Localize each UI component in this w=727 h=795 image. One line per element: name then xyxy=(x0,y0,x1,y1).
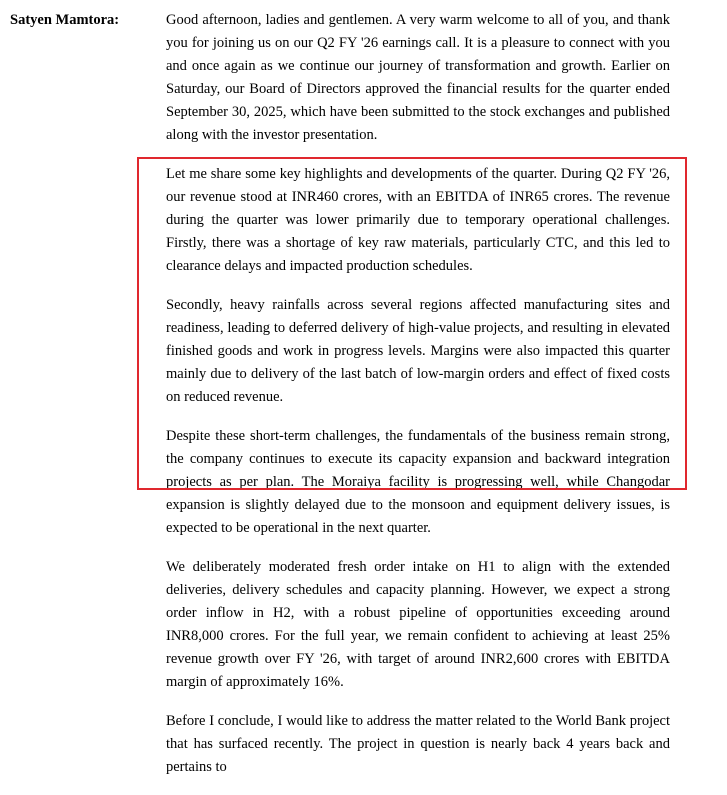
speaker-name: Satyen Mamtora: xyxy=(10,12,120,28)
paragraph-highlights: Let me share some key highlights and developments of the quarter. During Q2 FY '26, our revenue stood at INR460 crores, with an EBITDA of INR65 crores. The revenue during the quarter was lower primarily due to temporary operational challenges. Firstly, there was a shortage of key raw materials, particularly CTC, and this led to clearance delays and impacted production schedules. xyxy=(166,166,670,274)
paragraph-world-bank: Before I conclude, I would like to address the matter related to the World Bank project that has surfaced recently. The project in question is nearly back 4 years back and pertains to xyxy=(166,713,670,775)
paragraph-order-intake: We deliberately moderated fresh order intake on H1 to align with the extended deliveries, delivery schedules and capacity planning. However, we expect a strong order inflow in H2, with a robust pipeline of opportunities exceeding around INR8,000 crores. For the full year, we remain confident to achieving at least 25% revenue growth over FY '26, with target of around INR2,600 crores with EBITDA margin of approximately 16%. xyxy=(166,559,670,690)
paragraph-fundamentals: Despite these short-term challenges, the fundamentals of the business remain strong, the company continues to execute its capacity expansion and backward integration projects as per plan. The Moraiya facility is progressing well, while Changodar expansion is slightly delayed due to the monsoon and equipment delivery issues, is expected to be operational in the next quarter. xyxy=(166,428,670,536)
paragraph-rainfall: Secondly, heavy rainfalls across several regions affected manufacturing sites and readiness, leading to deferred delivery of high-value projects, and resulting in elevated finished goods and work in progress levels. Margins were also impacted this quarter mainly due to delivery of the last batch of low-margin orders and effect of fixed costs on reduced revenue. xyxy=(166,297,670,405)
paragraph-welcome: Good afternoon, ladies and gentlemen. A very warm welcome to all of you, and thank you for joining us on our Q2 FY '26 earnings call. It is a pleasure to connect with you and once again as we continue our journey of transformation and growth. Earlier on Saturday, our Board of Directors approved the financial results for the quarter ended September 30, 2025, which have been submitted to the stock exchanges and published along with the investor presentation. xyxy=(166,12,670,143)
transcript-body xyxy=(166,9,670,795)
